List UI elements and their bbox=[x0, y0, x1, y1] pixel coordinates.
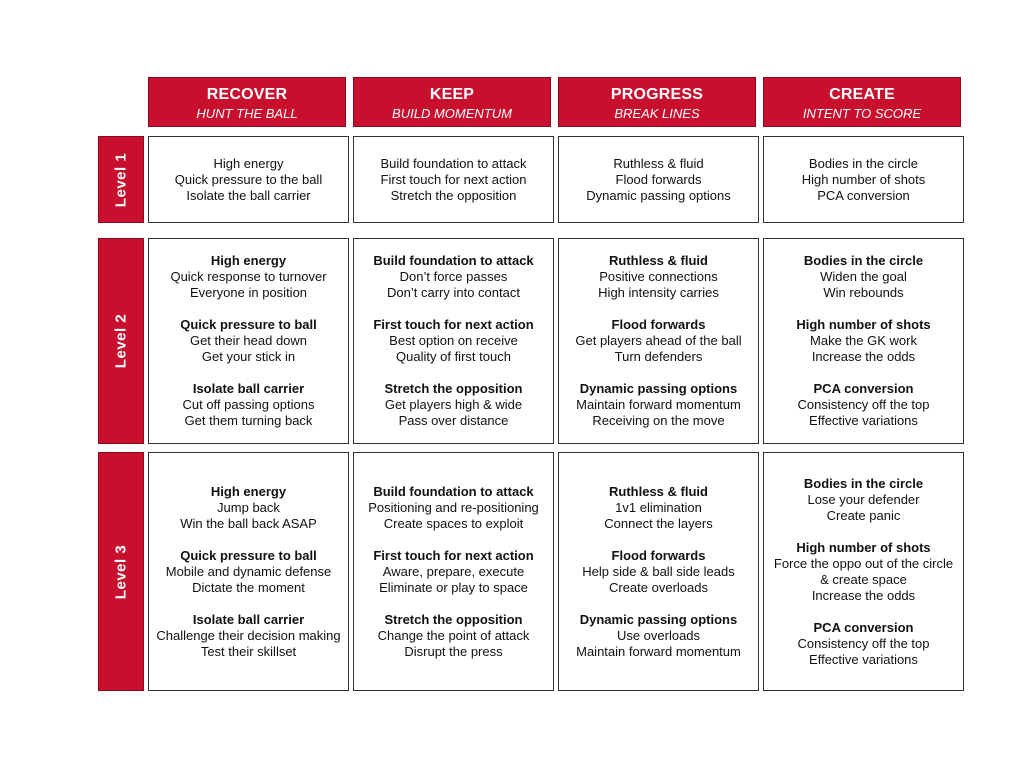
group-line: Help side & ball side leads bbox=[582, 563, 735, 579]
group-line: Build foundation to attack bbox=[380, 155, 527, 171]
group-line: Aware, prepare, execute bbox=[382, 563, 525, 579]
cell-level1-create bbox=[763, 136, 964, 223]
group-heading: Ruthless & fluid bbox=[609, 253, 708, 268]
cell-level2-progress bbox=[558, 238, 759, 444]
column-header-recover bbox=[148, 77, 346, 127]
cell-group bbox=[576, 612, 741, 660]
group-line: Get their head down bbox=[189, 333, 308, 348]
group-line: Use overloads bbox=[616, 627, 701, 643]
group-line: Cut off passing options bbox=[182, 397, 315, 412]
group-line: Receiving on the move bbox=[592, 413, 725, 428]
group-heading: Build foundation to attack bbox=[373, 253, 534, 268]
group-line: Pass over distance bbox=[398, 413, 509, 428]
group-heading: PCA conversion bbox=[813, 619, 914, 635]
group-line: Best option on receive bbox=[389, 333, 518, 348]
group-heading: Quick pressure to ball bbox=[180, 317, 317, 332]
group-heading: Bodies in the circle bbox=[803, 475, 924, 491]
cell-level1-keep bbox=[353, 136, 554, 223]
cell-level2-create bbox=[763, 238, 964, 444]
group-line: Bodies in the circle bbox=[808, 155, 919, 171]
group-line: Lose your defender bbox=[807, 491, 920, 507]
level-2-label: Level 2 bbox=[112, 313, 130, 369]
cell-group bbox=[180, 484, 317, 532]
group-line: Win rebounds bbox=[823, 285, 904, 300]
cell-group bbox=[604, 484, 712, 532]
cell-group bbox=[156, 612, 340, 660]
group-heading: First touch for next action bbox=[373, 317, 534, 332]
cell-group bbox=[180, 317, 317, 365]
group-line: Get them turning back bbox=[184, 413, 313, 428]
group-heading: Quick pressure to ball bbox=[180, 547, 317, 563]
group-line: Don’t carry into contact bbox=[387, 285, 520, 300]
group-line: Dictate the moment bbox=[192, 579, 305, 595]
group-heading: Stretch the opposition bbox=[384, 611, 523, 627]
column-subtitle: BUILD MOMENTUM bbox=[392, 106, 512, 121]
cell-group bbox=[170, 253, 326, 301]
group-line: Mobile and dynamic defense bbox=[165, 563, 332, 579]
group-line: Positioning and re-positioning bbox=[368, 499, 539, 515]
group-heading: Build foundation to attack bbox=[373, 483, 534, 499]
cell-group bbox=[373, 253, 533, 301]
cell-level3-keep bbox=[353, 452, 554, 691]
group-line: Create overloads bbox=[608, 579, 708, 595]
cell-group bbox=[381, 156, 527, 204]
cell-group bbox=[598, 253, 719, 301]
cell-group bbox=[175, 156, 322, 204]
cell-level3-recover bbox=[148, 452, 349, 691]
group-heading: Stretch the opposition bbox=[384, 381, 523, 396]
cell-group bbox=[166, 548, 332, 596]
cell-group bbox=[586, 156, 731, 204]
cell-group bbox=[378, 612, 530, 660]
group-heading: Flood forwards bbox=[611, 547, 706, 563]
group-heading: Ruthless & fluid bbox=[609, 483, 708, 499]
group-line: High energy bbox=[213, 155, 284, 171]
group-line: Widen the goal bbox=[820, 269, 907, 284]
group-line: Increase the odds bbox=[811, 587, 916, 603]
level-1-label: Level 1 bbox=[112, 152, 130, 207]
group-heading: High energy bbox=[210, 483, 287, 499]
group-line: Everyone in position bbox=[189, 285, 308, 300]
group-line: 1v1 elimination bbox=[615, 499, 702, 515]
level-2-label-box bbox=[98, 238, 144, 444]
group-line: Win the ball back ASAP bbox=[180, 515, 317, 531]
group-heading: Bodies in the circle bbox=[803, 253, 924, 268]
group-line: Effective variations bbox=[809, 413, 918, 428]
group-line: Jump back bbox=[217, 499, 280, 515]
group-line: Don’t force passes bbox=[399, 269, 508, 284]
group-heading: Isolate ball carrier bbox=[192, 381, 305, 396]
cell-group bbox=[368, 484, 539, 532]
group-line: Isolate the ball carrier bbox=[186, 187, 311, 203]
group-line: Connect the layers bbox=[604, 515, 713, 531]
level-1-label-box bbox=[98, 136, 144, 223]
column-header-progress bbox=[558, 77, 756, 127]
group-heading: Isolate ball carrier bbox=[192, 611, 305, 627]
column-title: CREATE bbox=[829, 86, 895, 103]
cell-group bbox=[796, 317, 930, 365]
group-line: Consistency off the top bbox=[797, 635, 930, 651]
group-heading: High number of shots bbox=[796, 539, 931, 555]
group-line: Create panic bbox=[826, 507, 901, 523]
group-line: Get your stick in bbox=[201, 349, 296, 364]
cell-level1-recover bbox=[148, 136, 349, 223]
group-line: High intensity carries bbox=[598, 285, 719, 300]
group-line: Stretch the opposition bbox=[390, 187, 517, 203]
cell-group bbox=[804, 253, 923, 301]
group-line: Ruthless & fluid bbox=[613, 155, 704, 171]
group-line: Quick pressure to the ball bbox=[174, 171, 323, 187]
cell-group bbox=[797, 381, 929, 429]
group-line: Maintain forward momentum bbox=[576, 397, 741, 412]
group-line: Maintain forward momentum bbox=[576, 643, 741, 659]
group-line: Effective variations bbox=[809, 651, 918, 667]
cell-level3-progress bbox=[558, 452, 759, 691]
cell-group bbox=[373, 548, 533, 596]
column-title: RECOVER bbox=[206, 86, 288, 103]
group-line: Challenge their decision making bbox=[156, 627, 341, 643]
column-header-keep bbox=[353, 77, 551, 127]
group-line: Dynamic passing options bbox=[586, 187, 731, 203]
group-line: Get players ahead of the ball bbox=[575, 333, 742, 348]
column-title: KEEP bbox=[429, 86, 475, 103]
level-3-label-box bbox=[98, 452, 144, 691]
group-line: & create space bbox=[820, 571, 907, 587]
group-line: Eliminate or play to space bbox=[379, 579, 528, 595]
group-heading: High number of shots bbox=[796, 317, 931, 332]
group-heading: Dynamic passing options bbox=[579, 611, 738, 627]
column-subtitle: BREAK LINES bbox=[614, 106, 700, 121]
group-line: High number of shots bbox=[801, 171, 926, 187]
group-heading: First touch for next action bbox=[373, 547, 534, 563]
cell-level1-progress bbox=[558, 136, 759, 223]
cell-group bbox=[576, 381, 741, 429]
cell-group bbox=[774, 540, 953, 604]
column-header-create bbox=[763, 77, 961, 127]
cell-level2-recover bbox=[148, 238, 349, 444]
group-line: Consistency off the top bbox=[797, 397, 930, 412]
cell-group bbox=[575, 317, 741, 365]
group-line: Test their skillset bbox=[200, 643, 297, 659]
group-line: PCA conversion bbox=[817, 187, 910, 203]
column-subtitle: HUNT THE BALL bbox=[196, 106, 298, 121]
group-line: Change the point of attack bbox=[377, 627, 530, 643]
group-line: Get players high & wide bbox=[384, 397, 523, 412]
group-line: Positive connections bbox=[599, 269, 718, 284]
group-heading: PCA conversion bbox=[813, 381, 914, 396]
cell-group bbox=[373, 317, 533, 365]
cell-group bbox=[582, 548, 734, 596]
level-3-label: Level 3 bbox=[112, 544, 130, 599]
group-line: Make the GK work bbox=[810, 333, 917, 348]
cell-group bbox=[385, 381, 523, 429]
group-line: Quick response to turnover bbox=[170, 269, 327, 284]
cell-group bbox=[804, 476, 923, 524]
group-heading: Dynamic passing options bbox=[579, 381, 738, 396]
group-line: Flood forwards bbox=[615, 171, 702, 187]
cell-group bbox=[802, 156, 926, 204]
group-heading: High energy bbox=[210, 253, 287, 268]
group-heading: Flood forwards bbox=[611, 317, 706, 332]
group-line: Disrupt the press bbox=[404, 643, 503, 659]
group-line: Turn defenders bbox=[614, 349, 703, 364]
group-line: Increase the odds bbox=[811, 349, 916, 364]
group-line: Force the oppo out of the circle bbox=[773, 555, 954, 571]
group-line: Quality of first touch bbox=[396, 349, 511, 364]
cell-level3-create bbox=[763, 452, 964, 691]
group-line: Create spaces to exploit bbox=[383, 515, 524, 531]
column-subtitle: INTENT TO SCORE bbox=[802, 106, 922, 121]
cell-level2-keep bbox=[353, 238, 554, 444]
column-title: PROGRESS bbox=[610, 86, 704, 103]
group-line: First touch for next action bbox=[380, 171, 527, 187]
cell-group bbox=[797, 620, 929, 668]
cell-group bbox=[182, 381, 314, 429]
